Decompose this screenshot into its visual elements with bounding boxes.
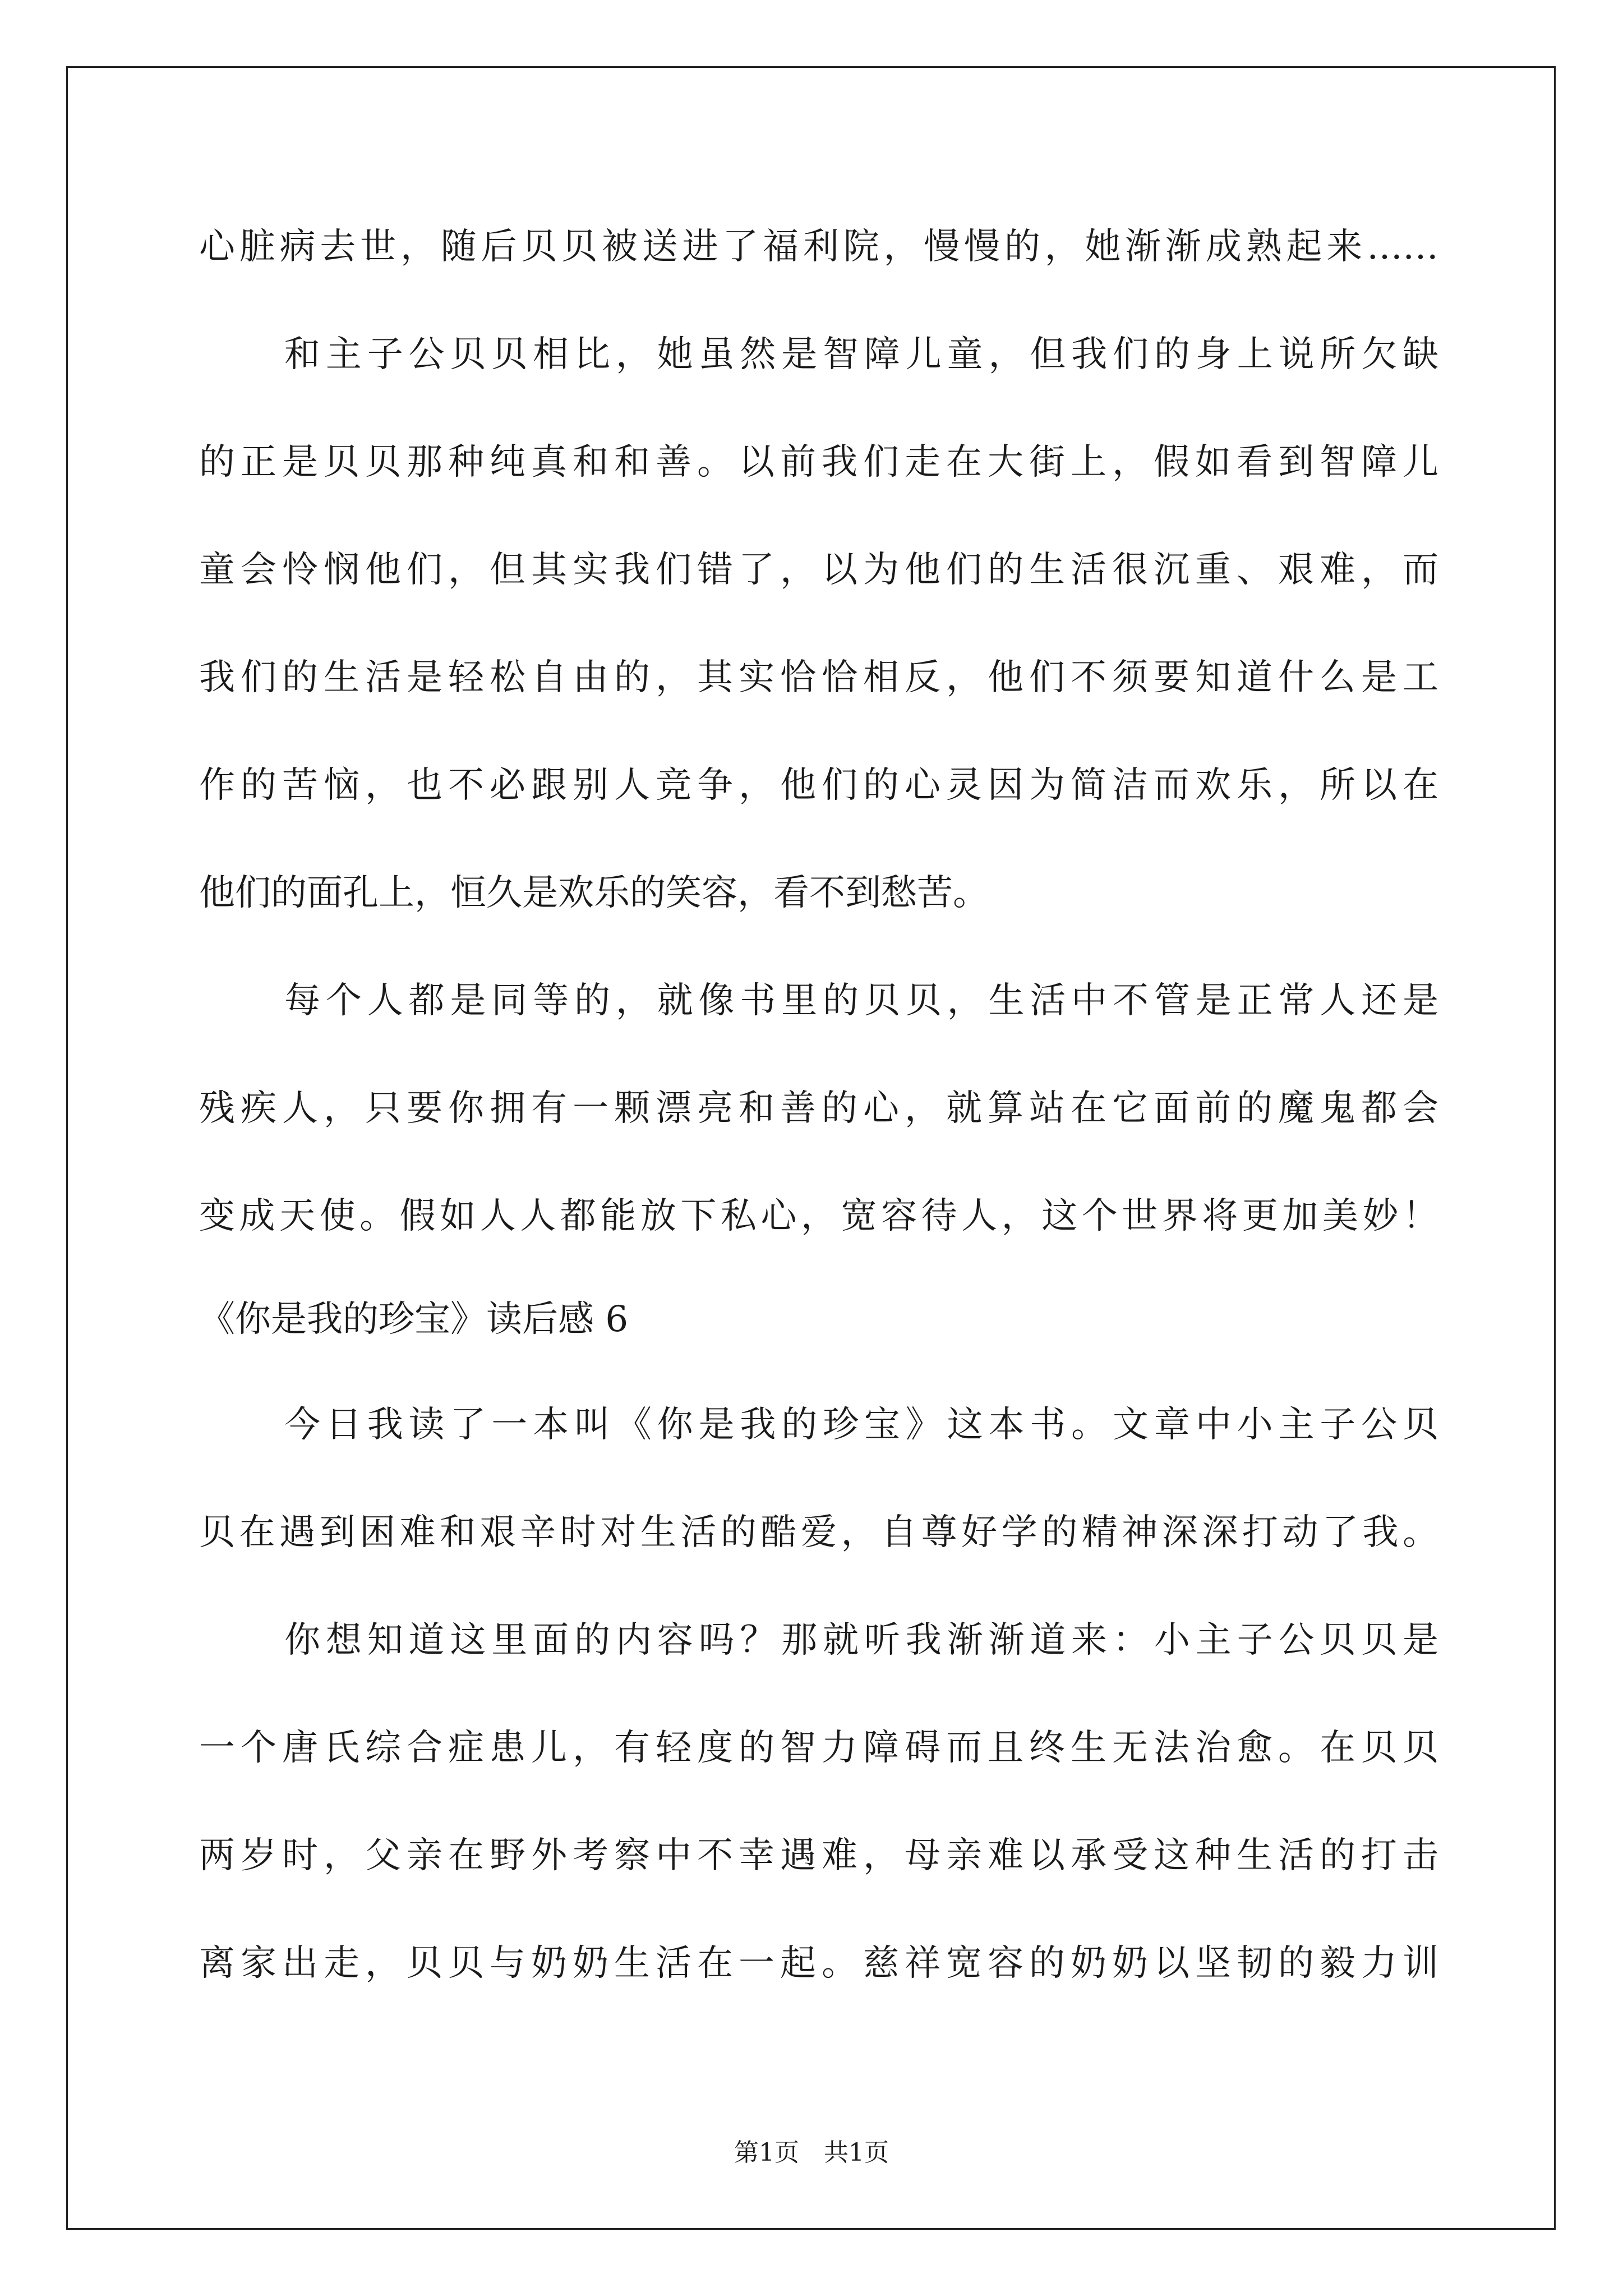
page-border [66, 66, 1556, 2230]
text-line: 变成天使。假如人人都能放下私心，宽容待人，这个世界将更加美妙！ [199, 1195, 1438, 1237]
text-line: 贝在遇到困难和艰辛时对生活的酷爱，自尊好学的精神深深打动了我。 [199, 1512, 1438, 1553]
text-line: 作的苦恼，也不必跟别人竞争，他们的心灵因为简洁而欢乐，所以在 [199, 765, 1438, 806]
text-line: 离家出走，贝贝与奶奶生活在一起。慈祥宽容的奶奶以坚韧的毅力训 [199, 1943, 1438, 1984]
text-line: 和主子公贝贝相比，她虽然是智障儿童，但我们的身上说所欠缺 [284, 334, 1438, 375]
text-line: 我们的生活是轻松自由的，其实恰恰相反，他们不须要知道什么是工 [199, 657, 1438, 698]
text-line: 的正是贝贝那种纯真和和善。以前我们走在大街上，假如看到智障儿 [199, 441, 1438, 483]
section-heading: 《你是我的珍宝》读后感 6 [199, 1299, 629, 1340]
text-line: 今日我读了一本叫《你是我的珍宝》这本书。文章中小主子公贝 [284, 1404, 1438, 1446]
text-line: 一个唐氏综合症患儿，有轻度的智力障碍而且终生无法治愈。在贝贝 [199, 1727, 1438, 1769]
text-line: 每个人都是同等的，就像书里的贝贝，生活中不管是正常人还是 [284, 980, 1438, 1022]
text-line: 童会怜悯他们，但其实我们错了，以为他们的生活很沉重、艰难，而 [199, 549, 1438, 591]
text-line: 残疾人，只要你拥有一颗漂亮和善的心，就算站在它面前的魔鬼都会 [199, 1088, 1438, 1129]
text-line: 你想知道这里面的内容吗？那就听我渐渐道来：小主子公贝贝是 [284, 1619, 1438, 1661]
text-line: 两岁时，父亲在野外考察中不幸遇难，母亲难以承受这种生活的打击 [199, 1835, 1438, 1876]
page-number: 第1页 共1页 [734, 2138, 889, 2167]
text-line: 心脏病去世，随后贝贝被送进了福利院，慢慢的，她渐渐成熟起来…… [199, 226, 1438, 268]
text-line: 他们的面孔上，恒久是欢乐的笑容，看不到愁苦。 [199, 872, 989, 914]
